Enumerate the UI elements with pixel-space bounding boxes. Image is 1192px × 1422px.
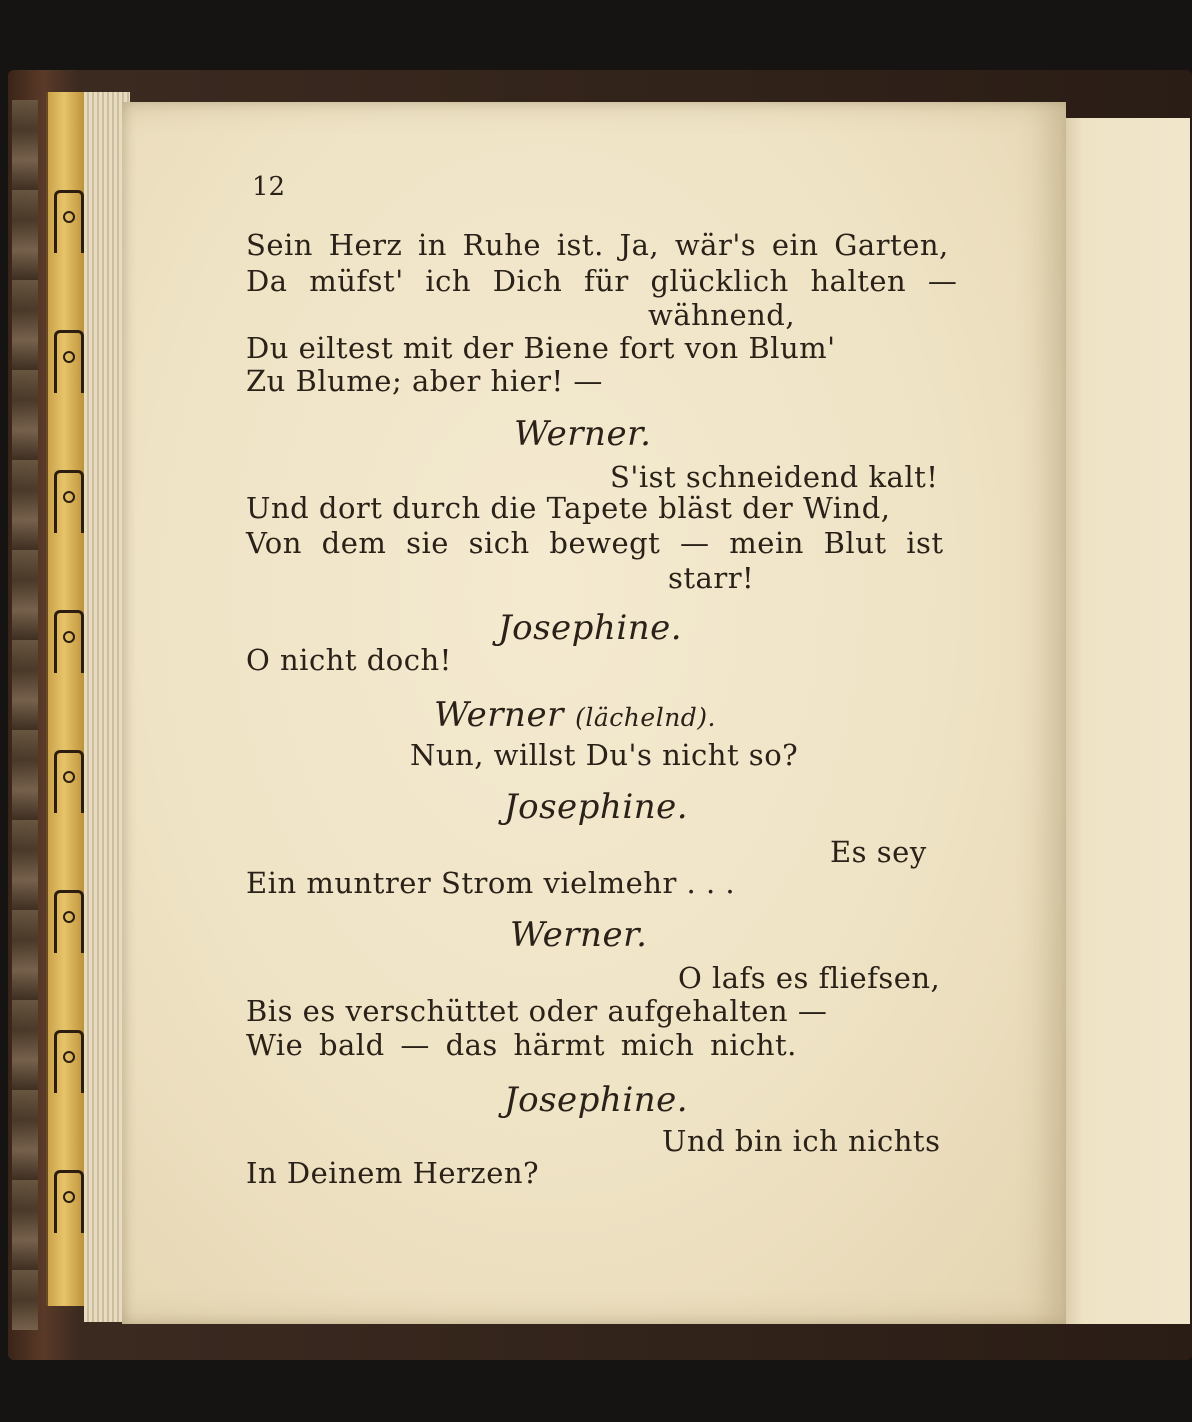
speaker-werner [434, 695, 716, 735]
ornament-icon [54, 890, 84, 953]
text-line: In Deinem Herzen? [246, 1156, 540, 1190]
facing-page [1060, 118, 1190, 1324]
ornament-icon [54, 330, 84, 393]
text-line: S'ist schneidend kalt! [610, 460, 939, 494]
ornament-icon [54, 1030, 84, 1093]
stage-direction: (lächelnd). [575, 703, 716, 732]
text-line: Wie bald — das härmt mich nicht. [246, 1028, 797, 1062]
ornament-icon [54, 610, 84, 673]
text-line: Du eiltest mit der Biene fort von Blum' [246, 331, 836, 365]
speaker-josephine: Josephine. [504, 787, 689, 827]
text-line: Zu Blume; aber hier! — [246, 364, 603, 398]
text-line: Und dort durch die Tapete bläst der Wind, [246, 491, 891, 525]
text-line: Von dem sie sich bewegt — mein Blut ist [246, 526, 944, 560]
text-line: O nicht doch! [246, 643, 452, 677]
ornament-icon [54, 190, 84, 253]
text-line: wähnend, [648, 298, 796, 332]
ornament-icon [54, 750, 84, 813]
text-line: Sein Herz in Ruhe ist. Ja, wär's ein Garten, [246, 228, 949, 262]
page-number: 12 [252, 172, 286, 202]
text-line: Da müfst' ich Dich für glücklich halten — [246, 264, 958, 298]
speaker-josephine: Josephine. [498, 608, 683, 648]
ornament-icon [54, 470, 84, 533]
speaker-josephine: Josephine. [504, 1080, 689, 1120]
text-line: Es sey [830, 835, 927, 869]
text-line: starr! [668, 561, 755, 595]
speaker-name: Werner [434, 695, 564, 735]
text-line: Bis es verschüttet oder aufgehalten — [246, 994, 828, 1028]
text-line: Ein muntrer Strom vielmehr . . . [246, 866, 736, 900]
text-line: Und bin ich nichts [662, 1124, 941, 1158]
speaker-werner: Werner. [514, 414, 652, 454]
book-spine [12, 100, 38, 1330]
text-line: O lafs es fliefsen, [678, 961, 941, 995]
speaker-werner: Werner. [510, 915, 648, 955]
gilded-page-edge [46, 92, 88, 1306]
ornament-icon [54, 1170, 84, 1233]
text-line: Nun, willst Du's nicht so? [410, 738, 799, 772]
